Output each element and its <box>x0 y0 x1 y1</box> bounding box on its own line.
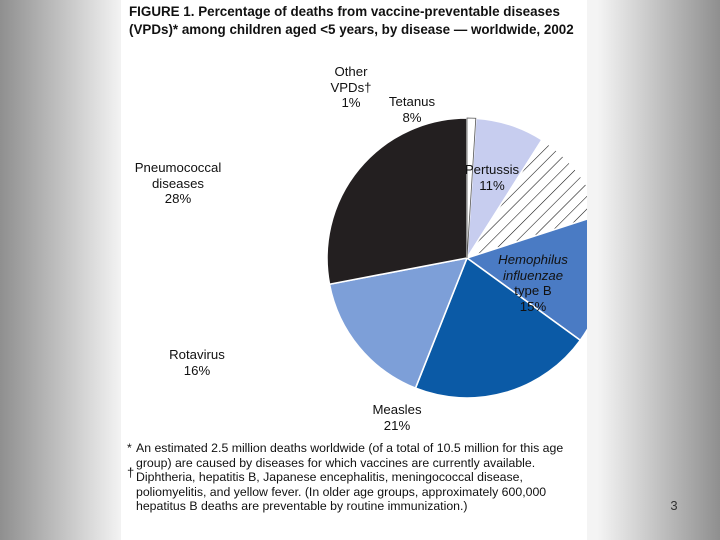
footnote-dagger <box>127 465 583 514</box>
label-other-vpds <box>323 64 379 111</box>
label-rotavirus <box>157 347 237 378</box>
label-pertussis <box>457 162 527 193</box>
label-hib <box>487 252 579 314</box>
label-pneumococcal-line1: Pneumococcal <box>134 160 222 175</box>
footnote-text: An estimated 2.5 million deaths worldwide (of a total of 10.5 million for this age group) are caused by diseases for which vaccines are currently available. <box>136 441 564 470</box>
label-pertussis-pct: 11% <box>479 177 505 193</box>
label-tetanus-pct: 8% <box>402 109 422 125</box>
label-pertussis-name: Pertussis <box>464 162 520 177</box>
label-other-line2: VPDs† <box>330 79 372 95</box>
label-hib-line1: Hemophilus <box>498 252 568 267</box>
figure-title: FIGURE 1. Percentage of deaths from vaccine-preventable diseases (VPDs)* among children aged <5 years, by disease — worldwide, 2002 <box>129 4 574 37</box>
slide-number: 3 <box>670 498 678 513</box>
label-other-pct: 1% <box>341 95 361 110</box>
label-measles-pct: 21% <box>383 417 411 433</box>
label-hib-pct: 15% <box>519 298 547 314</box>
footnotes <box>127 441 583 514</box>
label-pneumococcal-pct: 28% <box>164 191 192 206</box>
label-tetanus-name: Tetanus <box>388 94 436 109</box>
label-pneumococcal <box>123 160 233 207</box>
footnote-text: Diphtheria, hepatitis B, Japanese encephalitis, meningococcal disease, poliomyelitis, and yellow fever. (In older age groups, approximately 600,000 hepatitus B deaths are preventable by routine immunization.) <box>136 470 547 514</box>
label-rotavirus-name: Rotavirus <box>169 347 225 362</box>
label-hib-line2: influenzae <box>502 267 564 283</box>
footnote-asterisk <box>127 441 583 470</box>
figure-panel <box>121 0 587 540</box>
label-measles-name: Measles <box>372 402 422 417</box>
label-pneumococcal-line2: diseases <box>151 175 205 191</box>
footnote-marker: † <box>127 465 135 481</box>
label-other-line1: Other <box>334 64 368 79</box>
pie-slice-pneumococcal-diseases <box>327 118 467 284</box>
label-hib-line3: type B <box>514 283 552 298</box>
label-tetanus <box>379 94 445 125</box>
label-rotavirus-pct: 16% <box>183 362 211 378</box>
footnote-marker: * <box>127 441 132 455</box>
label-measles <box>357 402 437 433</box>
